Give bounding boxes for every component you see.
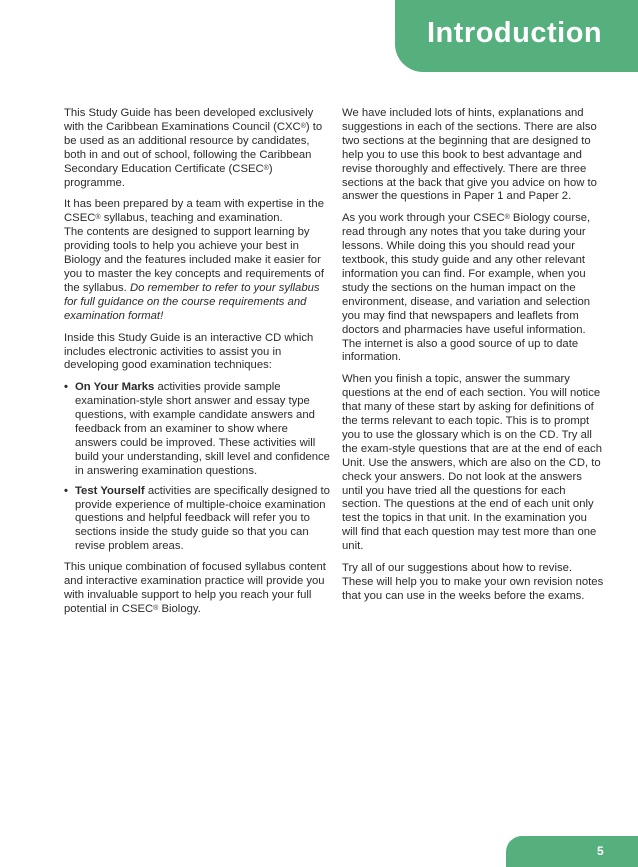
text-run: Biology. <box>158 602 201 615</box>
registered-mark: ® <box>95 214 101 222</box>
registered-mark: ® <box>263 164 269 172</box>
combination-paragraph <box>64 561 330 617</box>
intro-paragraph <box>64 107 330 190</box>
test-yourself-label: Test Yourself <box>75 484 145 497</box>
topic-paragraph: When you finish a topic, answer the summary questions at the end of each section. You will notice that many of these start by asking for definitions of the terms relevant to each topic. This is to prompt you to use the glossary which is on the CD. Try all the exam-style questions that are at the end of each Unit. Use the answers, which are also on the CD, to check your answers. Do not look at the answers until you have tried all the questions for each section. The questions at the end of each unit only test the topics in that unit. In the examination you will find that each question may test more than one unit. <box>342 373 602 553</box>
left-column <box>64 107 330 625</box>
text-run: This unique combination of focused syllabus content and interactive examination practice will provide you with invaluable support to help you reach your full potential in CSEC <box>64 561 326 615</box>
page-number-tab <box>506 836 638 867</box>
registered-mark: ® <box>153 604 159 612</box>
registered-mark: ® <box>300 122 306 130</box>
chapter-title-tab <box>395 0 638 72</box>
text-run: The contents are designed to support learning by providing tools to help you achieve your best in Biology and the features included make it easier for you to master the key concepts and requirements of the syllabus. <box>64 226 324 294</box>
hints-paragraph: We have included lots of hints, explanations and suggestions in each of the sections. There are also two sections at the beginning that are designed to help you to use this book to best advantage and revise thoroughly and effectively. There are three sections at the back that give you advice on how to answer the questions in Paper 1 and Paper 2. <box>342 107 597 203</box>
text-run: Biology course, read through any notes that you take during your lessons. While doing this you should read your textbook, this study guide and any other relevant information you can find. For example, when you study the sections on the human impact on the environment, disease, and variation and selection you may find that newspapers and leaflets from doctors and pharmacies have useful information. The internet is also a good source of up to date information. <box>342 212 591 364</box>
text-run: As you work through your CSEC <box>342 212 505 225</box>
cd-activities-list <box>64 381 330 554</box>
list-item <box>64 381 330 478</box>
chapter-title: Introduction <box>427 17 603 49</box>
page-number: 5 <box>597 844 604 858</box>
on-your-marks-label: On Your Marks <box>75 381 155 394</box>
contents-paragraph <box>64 226 330 323</box>
text-run: activities are specifically designed to provide experience of multiple-choice examination questions and helpful feedback will refer you to sections inside the study guide so that you can revise problem areas. <box>75 484 330 553</box>
cd-paragraph: Inside this Study Guide is an interactive CD which includes electronic activities to assist you in developing good examination techniques: <box>64 331 314 372</box>
list-item <box>64 485 330 555</box>
revise-paragraph: Try all of our suggestions about how to revise. These will help you to make your own revision notes that you can use in the weeks before the exams. <box>342 562 604 602</box>
text-run: syllabus, teaching and examination. <box>100 212 283 225</box>
text-run: ) to be used as an additional resource by candidates, both in and out of school, following the Caribbean Secondary Education Certificate (CSEC <box>64 120 323 175</box>
text-run: activities provide sample examination-style short answer and essay type questions, with example candidate answers and feedback from an examiner to show where answers could be improved. These activities will build your understanding, skill level and confidence in answering examination questions. <box>75 381 330 477</box>
registered-mark: ® <box>504 214 510 222</box>
course-paragraph <box>342 212 605 365</box>
right-column <box>342 107 605 612</box>
team-paragraph <box>64 198 330 226</box>
text-run: This Study Guide has been developed exclusively with the Caribbean Examinations Council (CXC <box>64 107 314 133</box>
text-run: ) programme. <box>64 162 273 189</box>
syllabus-reminder: Do remember to refer to your syllabus for full guidance on the course requirements and examination format! <box>64 281 320 322</box>
text-run: It has been prepared by a team with expertise in the CSEC <box>64 198 324 225</box>
